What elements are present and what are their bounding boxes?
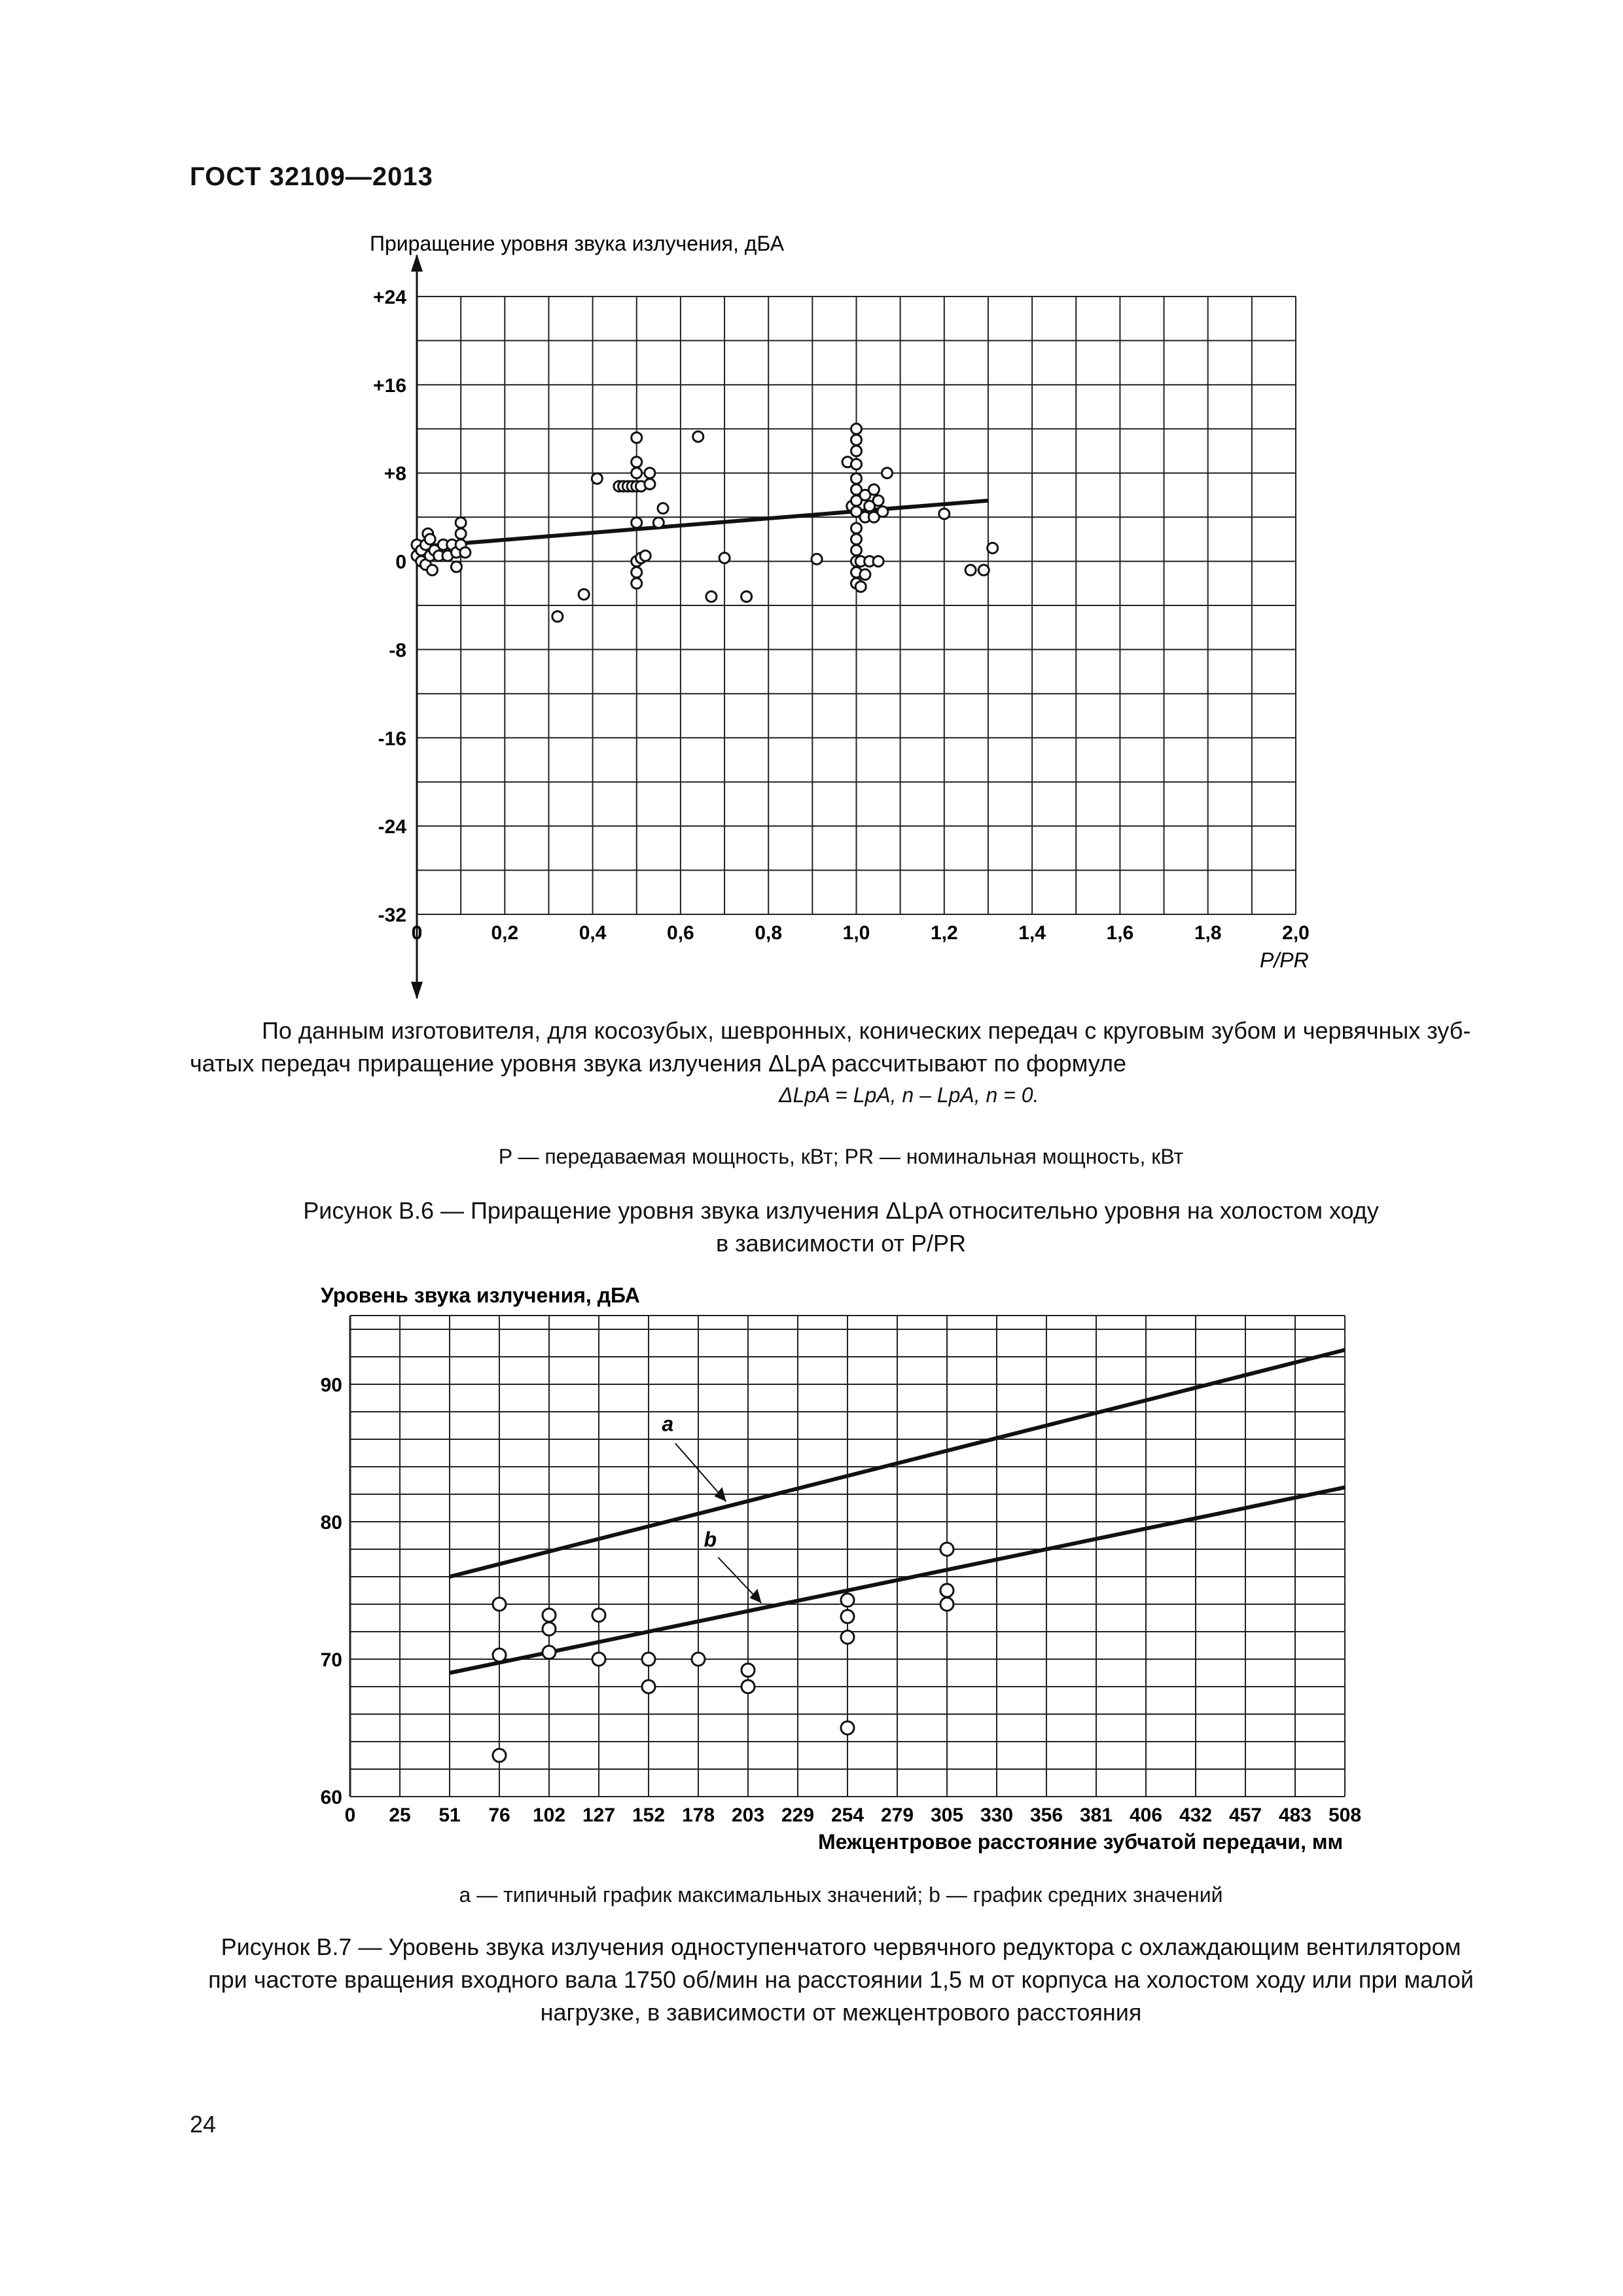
- x-tick-label: 330: [980, 1804, 1014, 1826]
- data-point: [855, 581, 866, 592]
- data-point: [642, 1653, 655, 1666]
- x-tick-label: 432: [1179, 1804, 1213, 1826]
- y-tick-label: -32: [378, 905, 406, 926]
- data-point: [455, 518, 466, 528]
- x-tick-label: 76: [488, 1804, 510, 1826]
- data-point: [493, 1749, 506, 1762]
- data-point: [873, 495, 883, 506]
- data-point: [873, 556, 883, 567]
- x-tick-label: 483: [1278, 1804, 1312, 1826]
- fig6-note-para-line2: чатых передач приращение уровня звука излучения ΔLpA рассчитывают по формуле: [190, 1050, 1127, 1077]
- data-point: [645, 479, 655, 490]
- data-point: [460, 547, 471, 558]
- data-point: [868, 484, 879, 495]
- x-tick-label: 406: [1129, 1804, 1163, 1826]
- chart-b7: [0, 1276, 1623, 1865]
- data-point: [851, 459, 862, 469]
- data-point: [692, 1653, 705, 1666]
- fig6-legend: P — передаваемая мощность, кВт; PR — номинальная мощность, кВт: [498, 1145, 1184, 1168]
- data-point: [592, 1609, 605, 1622]
- x-tick-label: 1,4: [1018, 922, 1046, 944]
- data-point: [940, 1543, 954, 1556]
- data-point: [851, 473, 862, 484]
- data-point: [543, 1623, 556, 1636]
- y-tick-label: -24: [378, 816, 406, 838]
- x-tick-label: 178: [681, 1804, 715, 1826]
- x-tick-label: 203: [731, 1804, 765, 1826]
- x-tick-label: 1,8: [1194, 922, 1222, 944]
- y-tick-label: 80: [320, 1512, 342, 1534]
- x-tick-label: 1,0: [842, 922, 870, 944]
- chart-b7-xlabel: Межцентровое расстояние зубчатой передачи, мм: [818, 1830, 1344, 1854]
- x-tick-label: 381: [1079, 1804, 1113, 1826]
- y-tick-label: -16: [378, 728, 406, 750]
- y-tick-label: 90: [320, 1374, 342, 1396]
- x-tick-label: 51: [438, 1804, 461, 1826]
- series-label-a: a: [662, 1412, 674, 1436]
- page-number: 24: [190, 2111, 217, 2138]
- x-tick-label: 0,2: [491, 922, 519, 944]
- chart-b6-trend-line-group: [417, 501, 988, 547]
- data-point: [632, 457, 642, 467]
- chart-b6: [0, 0, 1623, 1021]
- y-tick-label: +24: [373, 287, 406, 308]
- fig6-caption-line1: Рисунок В.6 — Приращение уровня звука излучения ΔLpA относительно уровня на холостом ходу: [303, 1197, 1379, 1224]
- x-tick-label: 356: [1029, 1804, 1063, 1826]
- data-point: [841, 1610, 854, 1623]
- data-point: [645, 468, 655, 478]
- fig7-caption-line3: нагрузке, в зависимости от межцентрового расстояния: [540, 1999, 1142, 2026]
- x-tick-label: 25: [389, 1804, 411, 1826]
- fig6-formula: ΔLpA = LpA, n – LpA, n = 0.: [779, 1083, 1039, 1107]
- data-point: [741, 1664, 755, 1677]
- data-point: [451, 562, 461, 572]
- data-point: [719, 553, 730, 564]
- data-point: [632, 433, 642, 443]
- chart-b6-grid: [411, 254, 1296, 999]
- series-label-b: b: [704, 1527, 717, 1551]
- data-point: [632, 468, 642, 478]
- data-point: [592, 473, 602, 484]
- data-point: [741, 1680, 755, 1693]
- fig7-caption-line2: при частоте вращения входного вала 1750 об/мин на расстоянии 1,5 м от корпуса на холостом ходу или при малой: [208, 1966, 1474, 1993]
- data-point: [841, 1630, 854, 1643]
- data-point: [592, 1653, 605, 1666]
- x-tick-label: 0: [411, 922, 423, 944]
- data-point: [988, 543, 998, 553]
- data-point: [632, 518, 642, 528]
- data-point: [640, 550, 651, 561]
- x-tick-label: 0,4: [579, 922, 607, 944]
- data-point: [940, 1584, 954, 1597]
- data-point: [978, 565, 989, 575]
- data-point: [579, 589, 589, 600]
- x-tick-label: 2,0: [1282, 922, 1310, 944]
- data-point: [841, 1721, 854, 1734]
- data-point: [653, 518, 664, 528]
- x-tick-label: 152: [632, 1804, 666, 1826]
- data-point: [851, 446, 862, 456]
- data-point: [851, 435, 862, 445]
- data-point: [841, 1594, 854, 1607]
- data-point: [741, 592, 752, 602]
- data-point: [812, 554, 822, 564]
- y-tick-label: 0: [395, 551, 406, 573]
- data-point: [493, 1598, 506, 1611]
- x-tick-label: 457: [1228, 1804, 1262, 1826]
- x-tick-label: 279: [880, 1804, 914, 1826]
- data-point: [632, 578, 642, 588]
- y-tick-label: -8: [389, 639, 406, 662]
- leader-b-arrow: [749, 1588, 761, 1603]
- x-tick-label: 0: [344, 1804, 356, 1826]
- data-point: [658, 503, 668, 514]
- y-tick-label: 70: [320, 1649, 342, 1671]
- x-tick-label: 0,8: [755, 922, 783, 944]
- x-tick-label: 254: [830, 1804, 865, 1826]
- data-point: [851, 423, 862, 434]
- x-tick-label: 127: [582, 1804, 616, 1826]
- fig7-legend: a — типичный график максимальных значений; b — график средних значений: [459, 1883, 1223, 1907]
- data-point: [882, 468, 893, 478]
- x-tick-label: 102: [532, 1804, 566, 1826]
- data-point: [878, 507, 888, 517]
- data-point: [939, 509, 950, 519]
- chart-b7-points: [493, 1543, 954, 1762]
- fig7-caption-line1: Рисунок В.7 — Уровень звука излучения одноступенчатого червячного редуктора с охлаждающим вентилятором: [221, 1933, 1461, 1960]
- data-point: [940, 1598, 954, 1611]
- data-point: [493, 1649, 506, 1662]
- data-point: [860, 569, 870, 580]
- document-header: ГОСТ 32109—2013: [190, 162, 433, 191]
- x-tick-label: 508: [1328, 1804, 1362, 1826]
- data-point: [851, 523, 862, 533]
- data-point: [706, 592, 717, 602]
- y-tick-label: +16: [373, 374, 406, 397]
- x-tick-label: 0,6: [667, 922, 694, 944]
- x-tick-label: 1,6: [1106, 922, 1134, 944]
- chart-b6-xlabel: P/PR: [1260, 948, 1309, 972]
- x-tick-label: 229: [781, 1804, 815, 1826]
- data-point: [851, 534, 862, 545]
- chart-b7-ylabel: Уровень звука излучения, дБА: [321, 1283, 640, 1307]
- x-tick-label: 305: [930, 1804, 964, 1826]
- chart-b6-ylabel: Приращение уровня звука излучения, дБА: [370, 232, 785, 255]
- data-point: [632, 567, 642, 577]
- data-point: [543, 1609, 556, 1622]
- data-point: [552, 611, 563, 622]
- data-point: [427, 565, 438, 575]
- x-tick-label: 1,2: [930, 922, 958, 944]
- data-point: [455, 528, 466, 539]
- data-point: [543, 1646, 556, 1659]
- data-point: [851, 545, 862, 556]
- data-point: [425, 534, 435, 545]
- fig6-caption-line2: в зависимости от P/PR: [715, 1230, 967, 1257]
- fig6-note-para-line1: По данным изготовителя, для косозубых, шевронных, конических передач с круговым зубом и червячных зуб-: [262, 1017, 1471, 1044]
- y-tick-label: 60: [320, 1787, 342, 1808]
- y-axis-arrow-up: [411, 254, 423, 272]
- data-point: [693, 431, 704, 442]
- trend-line: [417, 501, 988, 547]
- data-point: [965, 565, 976, 575]
- data-point: [642, 1680, 655, 1693]
- y-axis-arrow-down: [411, 982, 423, 999]
- y-tick-label: +8: [383, 463, 406, 485]
